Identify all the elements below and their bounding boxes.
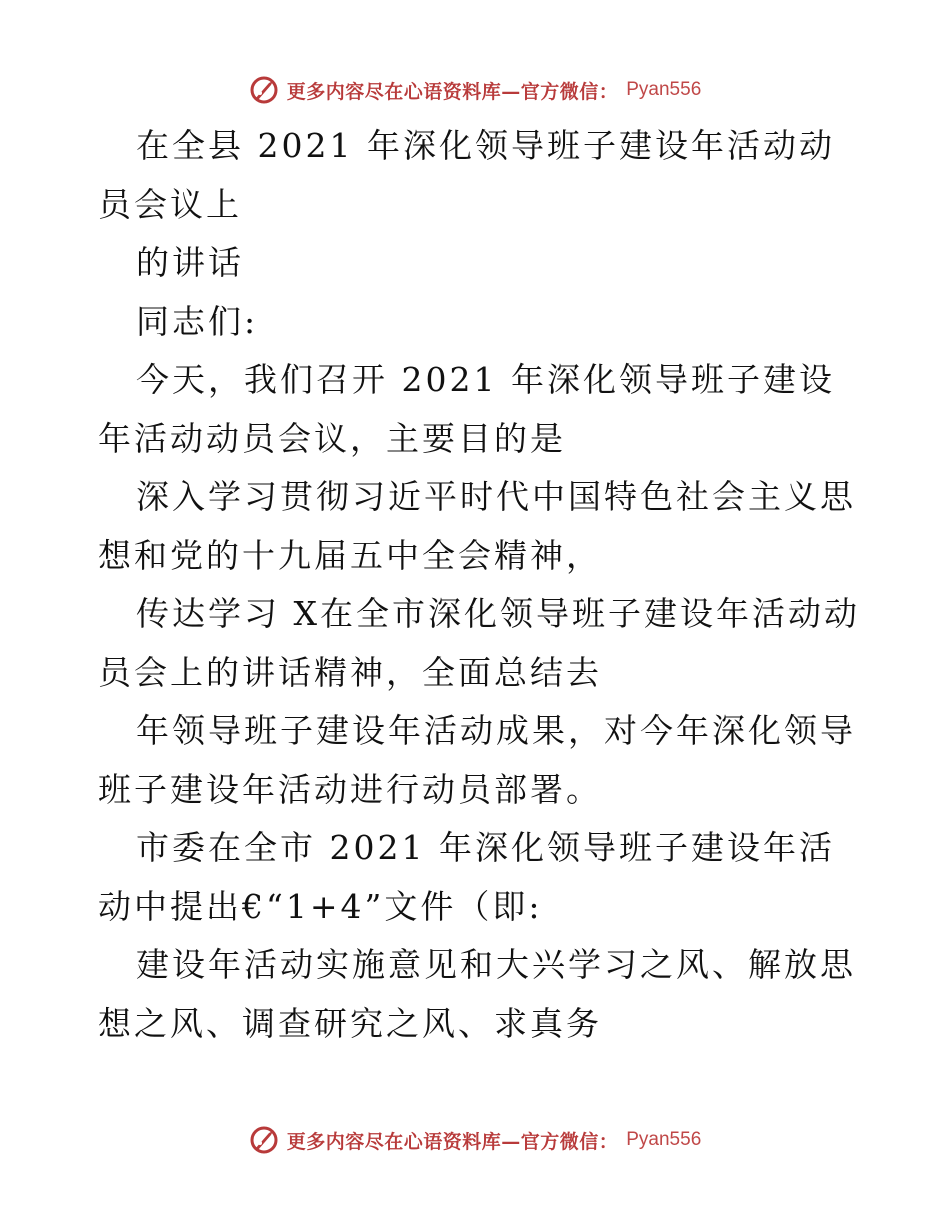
- paragraph: 的讲话: [136, 243, 244, 282]
- watermark-contact: Pyan556: [626, 79, 702, 100]
- watermark-text: 更多内容尽在心语资料库—官方微信：: [286, 1130, 619, 1153]
- header-watermark-content: [249, 75, 702, 105]
- paragraph: 传达学习 X在全市深化领导班子建设年活动动员会上的讲话精神，全面总结去: [98, 594, 860, 692]
- paragraph: 市委在全市 2021 年深化领导班子建设年活动中提出€“1+4”文件（即:: [98, 828, 835, 926]
- footer-watermark-content: [249, 1125, 702, 1155]
- paragraph: 深入学习贯彻习近平时代中国特色社会主义思想和党的十九届五中全会精神，: [98, 477, 856, 575]
- footer-watermark: [0, 1120, 950, 1160]
- header-watermark: [0, 70, 950, 110]
- quill-pen-logo-icon: [249, 1125, 279, 1155]
- paragraph: 同志们:: [136, 301, 259, 341]
- paragraph: 建设年活动实施意见和大兴学习之风、解放思想之风、调查研究之风、求真务: [98, 945, 856, 1043]
- paragraph: 年领导班子建设年活动成果，对今年深化领导班子建设年活动进行动员部署。: [98, 711, 856, 809]
- watermark-contact: Pyan556: [626, 1129, 702, 1150]
- document-body: [98, 117, 868, 1053]
- watermark-text: 更多内容尽在心语资料库—官方微信：: [286, 80, 619, 103]
- paragraph: 今天，我们召开 2021 年深化领导班子建设年活动动员会议，主要目的是: [98, 360, 835, 458]
- paragraph: 在全县 2021 年深化领导班子建设年活动动员会议上: [98, 126, 835, 224]
- quill-pen-logo-icon: [249, 75, 279, 105]
